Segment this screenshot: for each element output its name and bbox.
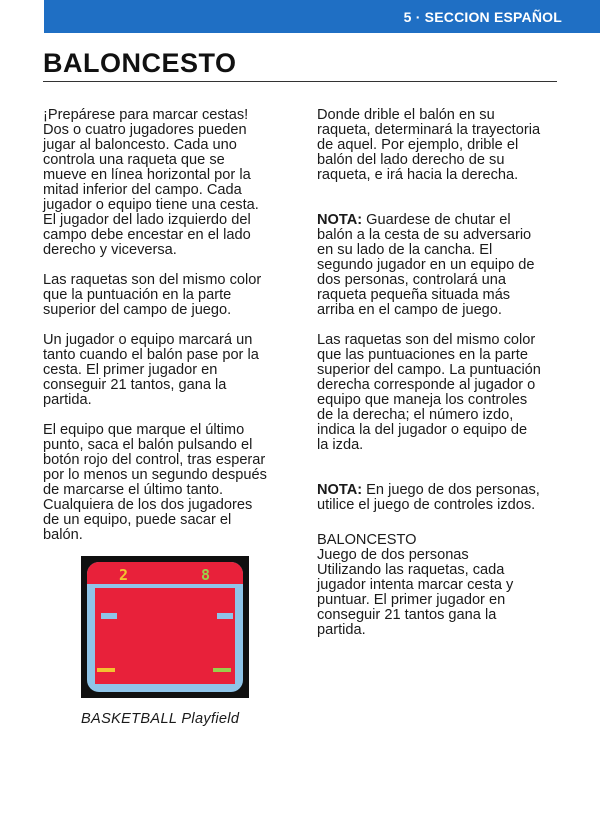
- figure-caption: BASKETBALL Playfield: [81, 711, 240, 727]
- playfield-illustration: [81, 556, 249, 698]
- dribble-paragraph: Donde drible el balón en su raqueta, determinará la trayectoria de aquel. Por ejemplo, drible el balón del lado derecho de su raqueta, e irá hacia la derecha.: [317, 107, 541, 183]
- note-label: NOTA:: [317, 482, 363, 498]
- note-paragraph-1: [317, 213, 557, 318]
- note-text: Guardese de chutar el balón a la cesta de su adversario en su lado de la cancha. El segundo jugador en un equipo de dos personas, controlará una raqueta pequeña situada más arriba en el campo de juego.: [317, 212, 535, 318]
- right-basket: [217, 613, 233, 619]
- game-variant-text: Utilizando las raquetas, cada jugador intenta marcar cesta y puntuar. El primer jugador en conseguir 21 tantos gana la partida.: [317, 562, 514, 638]
- right-paddle: [213, 668, 231, 672]
- title-divider: [43, 81, 557, 82]
- header-band: [44, 0, 600, 33]
- note-label: NOTA:: [317, 212, 363, 228]
- left-column: [43, 108, 283, 558]
- paddle-color-paragraph: Las raquetas son del mismo color que la puntuación en la parte superior del campo de juego.: [43, 272, 262, 318]
- left-paddle: [97, 668, 115, 672]
- right-score: 8: [201, 566, 211, 584]
- court-score-bar: [87, 562, 243, 584]
- left-score: 2: [119, 566, 129, 584]
- serve-paragraph: El equipo que marque el último punto, saca el balón pulsando el botón rojo del control, tras esperar por lo menos un segundo después de marcarse el último tanto. Cualquiera de los dos jugadores de un equipo, puede sacar el balón.: [43, 422, 267, 543]
- note-paragraph-2: [317, 483, 557, 513]
- game-variant-title: BALONCESTO Juego de dos personas: [317, 532, 469, 563]
- note-text: En juego de dos personas, utilice el juego de controles izdos.: [317, 482, 540, 513]
- right-column: [317, 108, 557, 653]
- left-basket: [101, 613, 117, 619]
- section-label: 5 · SECCION ESPAÑOL: [403, 9, 562, 25]
- page-title: BALONCESTO: [43, 48, 237, 78]
- intro-paragraph: ¡Prepárese para marcar cestas! Dos o cuatro jugadores pueden jugar al baloncesto. Cada uno controla una raqueta que se mueve en línea horizontal por la mitad inferior del campo. Cada jugador o equipo tiene una cesta. El jugador del lado izquierdo del campo debe encestar en el lado derecho y viceversa.: [43, 107, 259, 258]
- scoring-paragraph: Un jugador o equipo marcará un tanto cuando el balón pase por la cesta. El primer jugador en conseguir 21 tantos, gana la partida.: [43, 332, 259, 408]
- scores-paragraph: Las raquetas son del mismo color que las puntuaciones en la parte superior del campo. La puntuación derecha corresponde al jugador o equipo que maneja los controles de la derecha; el número izdo, indica la del jugador o equipo de la izda.: [317, 332, 541, 453]
